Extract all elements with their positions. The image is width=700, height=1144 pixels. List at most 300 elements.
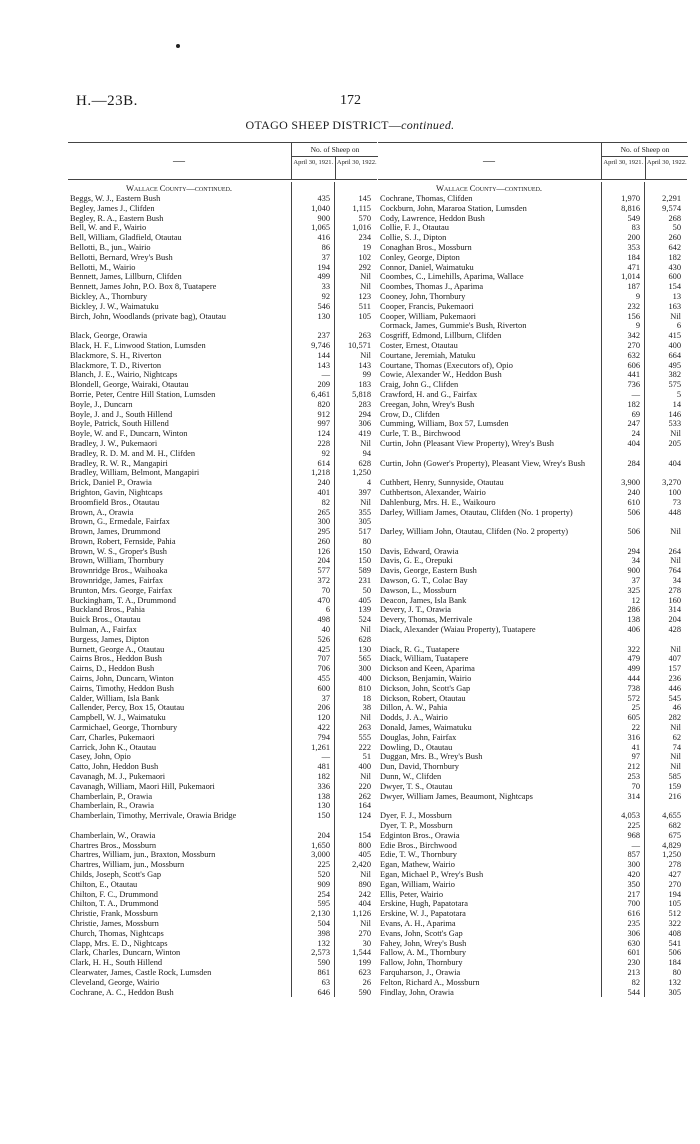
table-row xyxy=(378,243,687,253)
sheep-1921: 247 xyxy=(627,419,640,429)
owner-name: Findlay, John, Orawia xyxy=(380,987,454,997)
sheep-1921: — xyxy=(631,389,640,399)
table-row xyxy=(68,547,377,557)
owner-name: Diack, R. G., Tuatapere xyxy=(380,644,460,654)
sheep-1922: 1,016 xyxy=(352,223,371,233)
sheep-1921: 138 xyxy=(627,615,640,625)
sheep-1921: 126 xyxy=(317,546,330,556)
owner-name: Curtin, John (Gower's Property), Pleasant View, Wrey's Bush xyxy=(380,458,586,468)
sheep-1922: 154 xyxy=(358,830,371,840)
owner-name: Cormack, James, Gummie's Bush, Riverton xyxy=(380,321,527,331)
table-row xyxy=(68,272,377,282)
table-body xyxy=(68,182,377,997)
table-row xyxy=(378,302,687,312)
sheep-1921: 481 xyxy=(317,762,330,772)
table-row xyxy=(378,429,687,439)
owner-name: Collie, F. J., Otautau xyxy=(380,223,449,233)
owner-name: Buick Bros., Otautau xyxy=(70,615,141,625)
table-row xyxy=(378,645,687,655)
table-row xyxy=(68,831,377,841)
sheep-1921: 194 xyxy=(317,262,330,272)
table-row xyxy=(68,654,377,664)
owner-name: Cowie, Alexander W., Heddon Bush xyxy=(380,370,502,380)
sheep-1922: 10,571 xyxy=(347,340,371,350)
owner-name: Broomfield Bros., Otautau xyxy=(70,497,160,507)
owner-name: Church, Thomas, Nightcaps xyxy=(70,928,164,938)
header-col-1922: April 30, 1922. xyxy=(335,157,379,179)
sheep-1922: 268 xyxy=(668,213,681,223)
sheep-1921: 120 xyxy=(317,713,330,723)
table-row xyxy=(378,762,687,772)
sheep-1921: 646 xyxy=(317,987,330,997)
sheep-1922: 5,818 xyxy=(352,389,371,399)
title-main: OTAGO SHEEP DISTRICT— xyxy=(245,118,402,132)
owner-name: Egan, William, Wairio xyxy=(380,879,455,889)
sheep-1922: 575 xyxy=(668,380,681,390)
table-row xyxy=(378,850,687,860)
owner-name: Brown, A., Orawia xyxy=(70,507,134,517)
owner-name: Callender, Percy, Box 15, Otautau xyxy=(70,703,185,713)
sheep-1921: 632 xyxy=(627,350,640,360)
header-blank: — xyxy=(483,153,495,167)
sheep-1921: 182 xyxy=(317,772,330,782)
owner-name: Clearwater, James, Castle Rock, Lumsden xyxy=(70,967,212,977)
owner-name: Dickson, John, Scott's Gap xyxy=(380,683,471,693)
sheep-1921: 34 xyxy=(631,556,640,566)
table-row xyxy=(68,733,377,743)
table-row xyxy=(378,890,687,900)
sheep-1922: 163 xyxy=(668,301,681,311)
owner-name: Bradley, William, Belmont, Mangapiri xyxy=(70,468,200,478)
table-row xyxy=(378,498,687,508)
sheep-1921: 225 xyxy=(627,821,640,830)
table-row xyxy=(378,654,687,664)
sheep-1921: 144 xyxy=(317,350,330,360)
table-row xyxy=(378,615,687,625)
owner-name: Erskine, W. J., Papatotara xyxy=(380,909,466,919)
sheep-1921: 441 xyxy=(627,370,640,380)
table-row xyxy=(68,331,377,341)
sheep-1922: 1,250 xyxy=(662,850,681,860)
sheep-1921: 240 xyxy=(627,487,640,497)
sheep-1922: Nil xyxy=(670,556,681,566)
sheep-1921: 70 xyxy=(631,781,640,791)
sheep-1922: 14 xyxy=(672,399,681,409)
sheep-1921: 572 xyxy=(627,693,640,703)
table-row xyxy=(68,684,377,694)
table-row xyxy=(378,968,687,978)
header-blank: — xyxy=(173,153,185,167)
sheep-1921: 316 xyxy=(627,732,640,742)
table-row xyxy=(68,635,377,645)
header-col-1921: April 30, 1921. xyxy=(293,159,334,166)
sheep-1921: 336 xyxy=(317,781,330,791)
sheep-1922: 80 xyxy=(672,967,681,977)
sheep-1921: 150 xyxy=(317,811,330,821)
sheep-1921: 736 xyxy=(627,380,640,390)
table-row xyxy=(68,899,377,909)
owner-name: Craig, John G., Clifden xyxy=(380,380,459,390)
owner-name: Beggs, W. J., Eastern Bush xyxy=(70,194,161,203)
sheep-1921: 614 xyxy=(317,458,330,468)
sheep-1921: 6 xyxy=(325,605,330,615)
sheep-1921: 857 xyxy=(627,850,640,860)
owner-name: Evans, A. H., Aparima xyxy=(380,918,456,928)
sheep-1922: 270 xyxy=(668,879,681,889)
sheep-1922: 94 xyxy=(362,448,371,458)
owner-name: Diack, Alexander (Waiau Property), Tuatapere xyxy=(380,625,536,635)
table-row xyxy=(68,772,377,782)
sheep-1921: 900 xyxy=(627,566,640,576)
table-row xyxy=(378,272,687,282)
sheep-1921: 861 xyxy=(317,967,330,977)
owner-name: Collie, S. J., Dipton xyxy=(380,233,447,243)
table-row xyxy=(378,948,687,958)
table-row xyxy=(68,400,377,410)
table-row xyxy=(378,556,687,566)
table-row xyxy=(68,988,377,998)
owner-name: Carmichael, George, Thornbury xyxy=(70,723,178,733)
sheep-1921: 504 xyxy=(317,918,330,928)
sheep-1922: Nil xyxy=(360,713,371,723)
owner-name: Bulman, A., Fairfax xyxy=(70,625,137,635)
owner-name: Fallow, John, Thornbury xyxy=(380,958,463,968)
owner-name: Darley, William James, Otautau, Clifden (No. 1 property) xyxy=(380,507,573,517)
sheep-1922: 145 xyxy=(358,194,371,203)
owner-name: Bennett, James John, P.O. Box 8, Tuatapere xyxy=(70,282,217,292)
table-row xyxy=(68,948,377,958)
sheep-1921: 8,816 xyxy=(621,203,640,213)
sheep-1921: 416 xyxy=(317,233,330,243)
sheep-1921: 24 xyxy=(631,429,640,439)
sheep-1922: 400 xyxy=(668,340,681,350)
owner-name: Bennett, James, Lillburn, Clifden xyxy=(70,272,182,282)
table-row xyxy=(68,860,377,870)
sheep-1922: 600 xyxy=(668,272,681,282)
sheep-1922: 18 xyxy=(362,693,371,703)
sheep-1922: 184 xyxy=(668,958,681,968)
sheep-1921: 132 xyxy=(317,938,330,948)
owner-name: Creegan, John, Wrey's Bush xyxy=(380,399,475,409)
sheep-1921: 1,970 xyxy=(621,194,640,203)
sheep-1922: 262 xyxy=(358,791,371,801)
sheep-1922: 512 xyxy=(668,909,681,919)
table-row xyxy=(68,605,377,615)
table-row xyxy=(378,390,687,400)
table-row xyxy=(378,419,687,429)
table-row xyxy=(68,478,377,488)
sheep-1922: Nil xyxy=(360,272,371,282)
table-row xyxy=(68,566,377,576)
sheep-1922: 38 xyxy=(362,703,371,713)
sheep-1921: 240 xyxy=(317,478,330,488)
owner-name: Buckland Bros., Pahia xyxy=(70,605,145,615)
sheep-1922: 517 xyxy=(358,527,371,537)
sheep-1921: 2,573 xyxy=(311,948,330,958)
sheep-1921: 37 xyxy=(321,693,330,703)
sheep-1921: 212 xyxy=(627,762,640,772)
sheep-1922: 30 xyxy=(362,938,371,948)
sheep-1921: 526 xyxy=(317,634,330,644)
table-row xyxy=(378,478,687,488)
sheep-table-left xyxy=(68,142,377,997)
sheep-1922: 260 xyxy=(668,233,681,243)
sheep-1922: 150 xyxy=(358,546,371,556)
sheep-1922: 123 xyxy=(358,291,371,301)
document-reference: H.—23B. xyxy=(76,93,138,109)
sheep-1921: 69 xyxy=(631,409,640,419)
sheep-1921: 213 xyxy=(627,967,640,977)
table-row xyxy=(68,429,377,439)
table-row xyxy=(378,919,687,929)
table-row xyxy=(68,850,377,860)
table-row xyxy=(68,596,377,606)
sheep-1922: 34 xyxy=(672,576,681,586)
table-row xyxy=(68,302,377,312)
table-row xyxy=(378,841,687,851)
table-row xyxy=(68,517,377,527)
sheep-1921: 228 xyxy=(317,438,330,448)
sheep-1921: 184 xyxy=(627,252,640,262)
sheep-1921: 97 xyxy=(631,752,640,762)
sheep-1921: 471 xyxy=(627,262,640,272)
table-row xyxy=(378,370,687,380)
sheep-1921: 124 xyxy=(317,429,330,439)
sheep-1922: 182 xyxy=(668,252,681,262)
table-row xyxy=(378,361,687,371)
sheep-1922: 300 xyxy=(358,664,371,674)
sheep-1922: 405 xyxy=(358,850,371,860)
table-row xyxy=(378,488,687,498)
table-row xyxy=(378,870,687,880)
sheep-1922: 1,115 xyxy=(352,203,371,213)
sheep-1922: 495 xyxy=(668,360,681,370)
sheep-1921: 37 xyxy=(321,252,330,262)
table-row xyxy=(68,586,377,596)
owner-name: Courtane, Jeremiah, Matuku xyxy=(380,350,476,360)
table-row xyxy=(68,880,377,890)
table-row xyxy=(68,929,377,939)
sheep-1921: 40 xyxy=(321,625,330,635)
table-row xyxy=(68,556,377,566)
table-row xyxy=(68,968,377,978)
table-row xyxy=(68,498,377,508)
table-row xyxy=(68,527,377,537)
sheep-1921: 1,261 xyxy=(311,742,330,752)
table-row xyxy=(378,772,687,782)
table-row xyxy=(68,263,377,273)
owner-name: Campbell, W. J., Waimatuku xyxy=(70,713,166,723)
sheep-1921: 314 xyxy=(627,791,640,801)
owner-name: Chilton, T. A., Drummond xyxy=(70,899,159,909)
sheep-1922: 2,420 xyxy=(352,860,371,870)
owner-name: Cody, Lawrence, Heddon Bush xyxy=(380,213,485,223)
owner-name: Chamberlain, R., Orawia xyxy=(70,801,154,811)
sheep-1921: 12 xyxy=(631,595,640,605)
sheep-1922: 150 xyxy=(358,556,371,566)
sheep-1922: 400 xyxy=(358,674,371,684)
owner-name: Carrick, John K., Otautau xyxy=(70,742,157,752)
sheep-1922: 305 xyxy=(358,517,371,527)
sheep-1922: 1,126 xyxy=(352,909,371,919)
owner-name: Brownridge Bros., Waihoaka xyxy=(70,566,168,576)
owner-name: Burnett, George A., Otautau xyxy=(70,644,165,654)
sheep-1922: 46 xyxy=(672,703,681,713)
sheep-1922: 810 xyxy=(358,683,371,693)
sheep-1922: 204 xyxy=(668,615,681,625)
sheep-1921: 6,461 xyxy=(311,389,330,399)
sheep-1921: 401 xyxy=(317,487,330,497)
table-row xyxy=(378,223,687,233)
table-row xyxy=(378,576,687,586)
sheep-1921: 498 xyxy=(317,615,330,625)
table-row xyxy=(68,233,377,243)
table-row xyxy=(378,733,687,743)
sheep-1921: 820 xyxy=(317,399,330,409)
section-heading: Wallace County—continued. xyxy=(435,183,543,193)
owner-name: Conley, George, Dipton xyxy=(380,252,460,262)
sheep-1921: 25 xyxy=(631,703,640,713)
sheep-1921: 232 xyxy=(627,301,640,311)
sheep-1922: 322 xyxy=(668,918,681,928)
table-row xyxy=(378,214,687,224)
sheep-1922: 3,270 xyxy=(662,478,681,488)
owner-name: Cooper, Francis, Pukemaori xyxy=(380,301,474,311)
sheep-1921: 520 xyxy=(317,869,330,879)
sheep-1921: 260 xyxy=(317,536,330,546)
table-row xyxy=(378,743,687,753)
sheep-1922: 199 xyxy=(358,958,371,968)
sheep-1922: 682 xyxy=(668,821,681,830)
table-row xyxy=(68,723,377,733)
table-row xyxy=(378,684,687,694)
owner-name: Cosgriff, Edmond, Lillburn, Clifden xyxy=(380,331,502,341)
sheep-1922: 283 xyxy=(358,399,371,409)
table-row xyxy=(68,488,377,498)
owner-name: Christie, James, Mossburn xyxy=(70,918,159,928)
owner-name: Dickson, Benjamin, Wairio xyxy=(380,674,472,684)
table-row xyxy=(378,792,687,812)
header-col-1921: April 30, 1921. xyxy=(603,159,644,166)
sheep-1922: 397 xyxy=(358,487,371,497)
sheep-1921: 22 xyxy=(631,723,640,733)
table-row xyxy=(378,860,687,870)
table-row xyxy=(68,801,377,811)
owner-name: Cochrane, A. C., Heddon Bush xyxy=(70,987,174,997)
table-row xyxy=(378,625,687,645)
owner-name: Connor, Daniel, Waimatuku xyxy=(380,262,474,272)
table-row xyxy=(68,811,377,831)
sheep-1922: Nil xyxy=(360,625,371,635)
table-row xyxy=(378,703,687,713)
sheep-1921: 83 xyxy=(631,223,640,233)
sheep-1921: 544 xyxy=(627,987,640,997)
sheep-1922: 292 xyxy=(358,262,371,272)
owner-name: Davis, G. E., Orepuki xyxy=(380,556,453,566)
sheep-1922: 585 xyxy=(668,772,681,782)
owner-name: Fallow, A. M., Thornbury xyxy=(380,948,467,958)
owner-name: Ellis, Peter, Wairio xyxy=(380,889,444,899)
sheep-1922: Nil xyxy=(670,429,681,439)
owner-name: Chamberlain, Timothy, Merrivale, Orawia Bridge xyxy=(70,811,237,821)
owner-name: Birch, John, Woodlands (private bag), Otautau xyxy=(70,311,226,321)
sheep-1922: 50 xyxy=(362,585,371,595)
table-row xyxy=(68,890,377,900)
table-row xyxy=(378,713,687,723)
sheep-1922: 306 xyxy=(358,419,371,429)
table-row xyxy=(68,194,377,204)
owner-name: Curtin, John (Pleasant View Property), Wrey's Bush xyxy=(380,438,554,448)
table-row xyxy=(378,331,687,341)
owner-name: Edie Bros., Birchwood xyxy=(380,840,457,850)
table-row xyxy=(68,341,377,351)
owner-name: Christie, Frank, Mossburn xyxy=(70,909,158,919)
sheep-1922: 160 xyxy=(668,595,681,605)
table-row xyxy=(378,410,687,420)
sheep-1922: 446 xyxy=(668,683,681,693)
sheep-1922: 405 xyxy=(358,595,371,605)
owner-name: Bellotti, M., Wairio xyxy=(70,262,136,272)
owner-name: Dodds, J. A., Wairio xyxy=(380,713,448,723)
sheep-1922: 628 xyxy=(358,634,371,644)
sheep-1922: 294 xyxy=(358,409,371,419)
sheep-1922: 234 xyxy=(358,233,371,243)
sheep-1922: 664 xyxy=(668,350,681,360)
owner-name: Blackmore, S. H., Riverton xyxy=(70,350,162,360)
sheep-1922: 124 xyxy=(358,811,371,821)
table-row xyxy=(68,694,377,704)
owner-name: Brown, G., Ermedale, Fairfax xyxy=(70,517,170,527)
sheep-1921: 420 xyxy=(627,869,640,879)
owner-name: Coombes, Thomas J., Aparima xyxy=(380,282,484,292)
owner-name: Cairns, Timothy, Heddon Bush xyxy=(70,683,174,693)
table-row xyxy=(68,204,377,214)
sheep-1921: 499 xyxy=(627,664,640,674)
table-row xyxy=(378,811,687,821)
table-row xyxy=(68,841,377,851)
table-row xyxy=(378,204,687,214)
table-row xyxy=(68,762,377,772)
owner-name: Diack, William, Tuatapere xyxy=(380,654,469,664)
sheep-1921: 968 xyxy=(627,830,640,840)
sheep-1921: 2,130 xyxy=(311,909,330,919)
header-group: No. of Sheep on xyxy=(292,143,378,157)
table-row xyxy=(68,459,377,469)
title-continued: continued. xyxy=(401,118,455,132)
sheep-1922: 4,655 xyxy=(662,811,681,821)
sheep-1922: 264 xyxy=(668,546,681,556)
owner-name: Boyle, Patrick, South Hillend xyxy=(70,419,169,429)
sheep-1921: 398 xyxy=(317,928,330,938)
owner-name: Clark, H. H., South Hillend xyxy=(70,958,163,968)
owner-name: Chilton, E., Otautau xyxy=(70,879,138,889)
owner-name: Curle, T. B., Birchwood xyxy=(380,429,461,439)
owner-name: Begley, R. A., Eastern Bush xyxy=(70,213,164,223)
owner-name: Bellotti, B., jun., Wairio xyxy=(70,242,151,252)
sheep-1922: 675 xyxy=(668,830,681,840)
owner-name: Edginton Bros., Orawia xyxy=(380,830,460,840)
owner-name: Coster, Ernest, Otautau xyxy=(380,340,458,350)
table-row xyxy=(68,713,377,723)
owner-name: Chartres Bros., Mossburn xyxy=(70,840,157,850)
owner-name: Dahlenburg, Mrs. H. E., Waikouro xyxy=(380,497,496,507)
sheep-1921: 70 xyxy=(321,585,330,595)
table-row xyxy=(378,459,687,479)
owner-name: Egan, Mathew, Wairio xyxy=(380,860,455,870)
owner-name: Brighton, Gavin, Nightcaps xyxy=(70,487,163,497)
table-row xyxy=(68,625,377,635)
owner-name: Brown, William, Thornbury xyxy=(70,556,164,566)
